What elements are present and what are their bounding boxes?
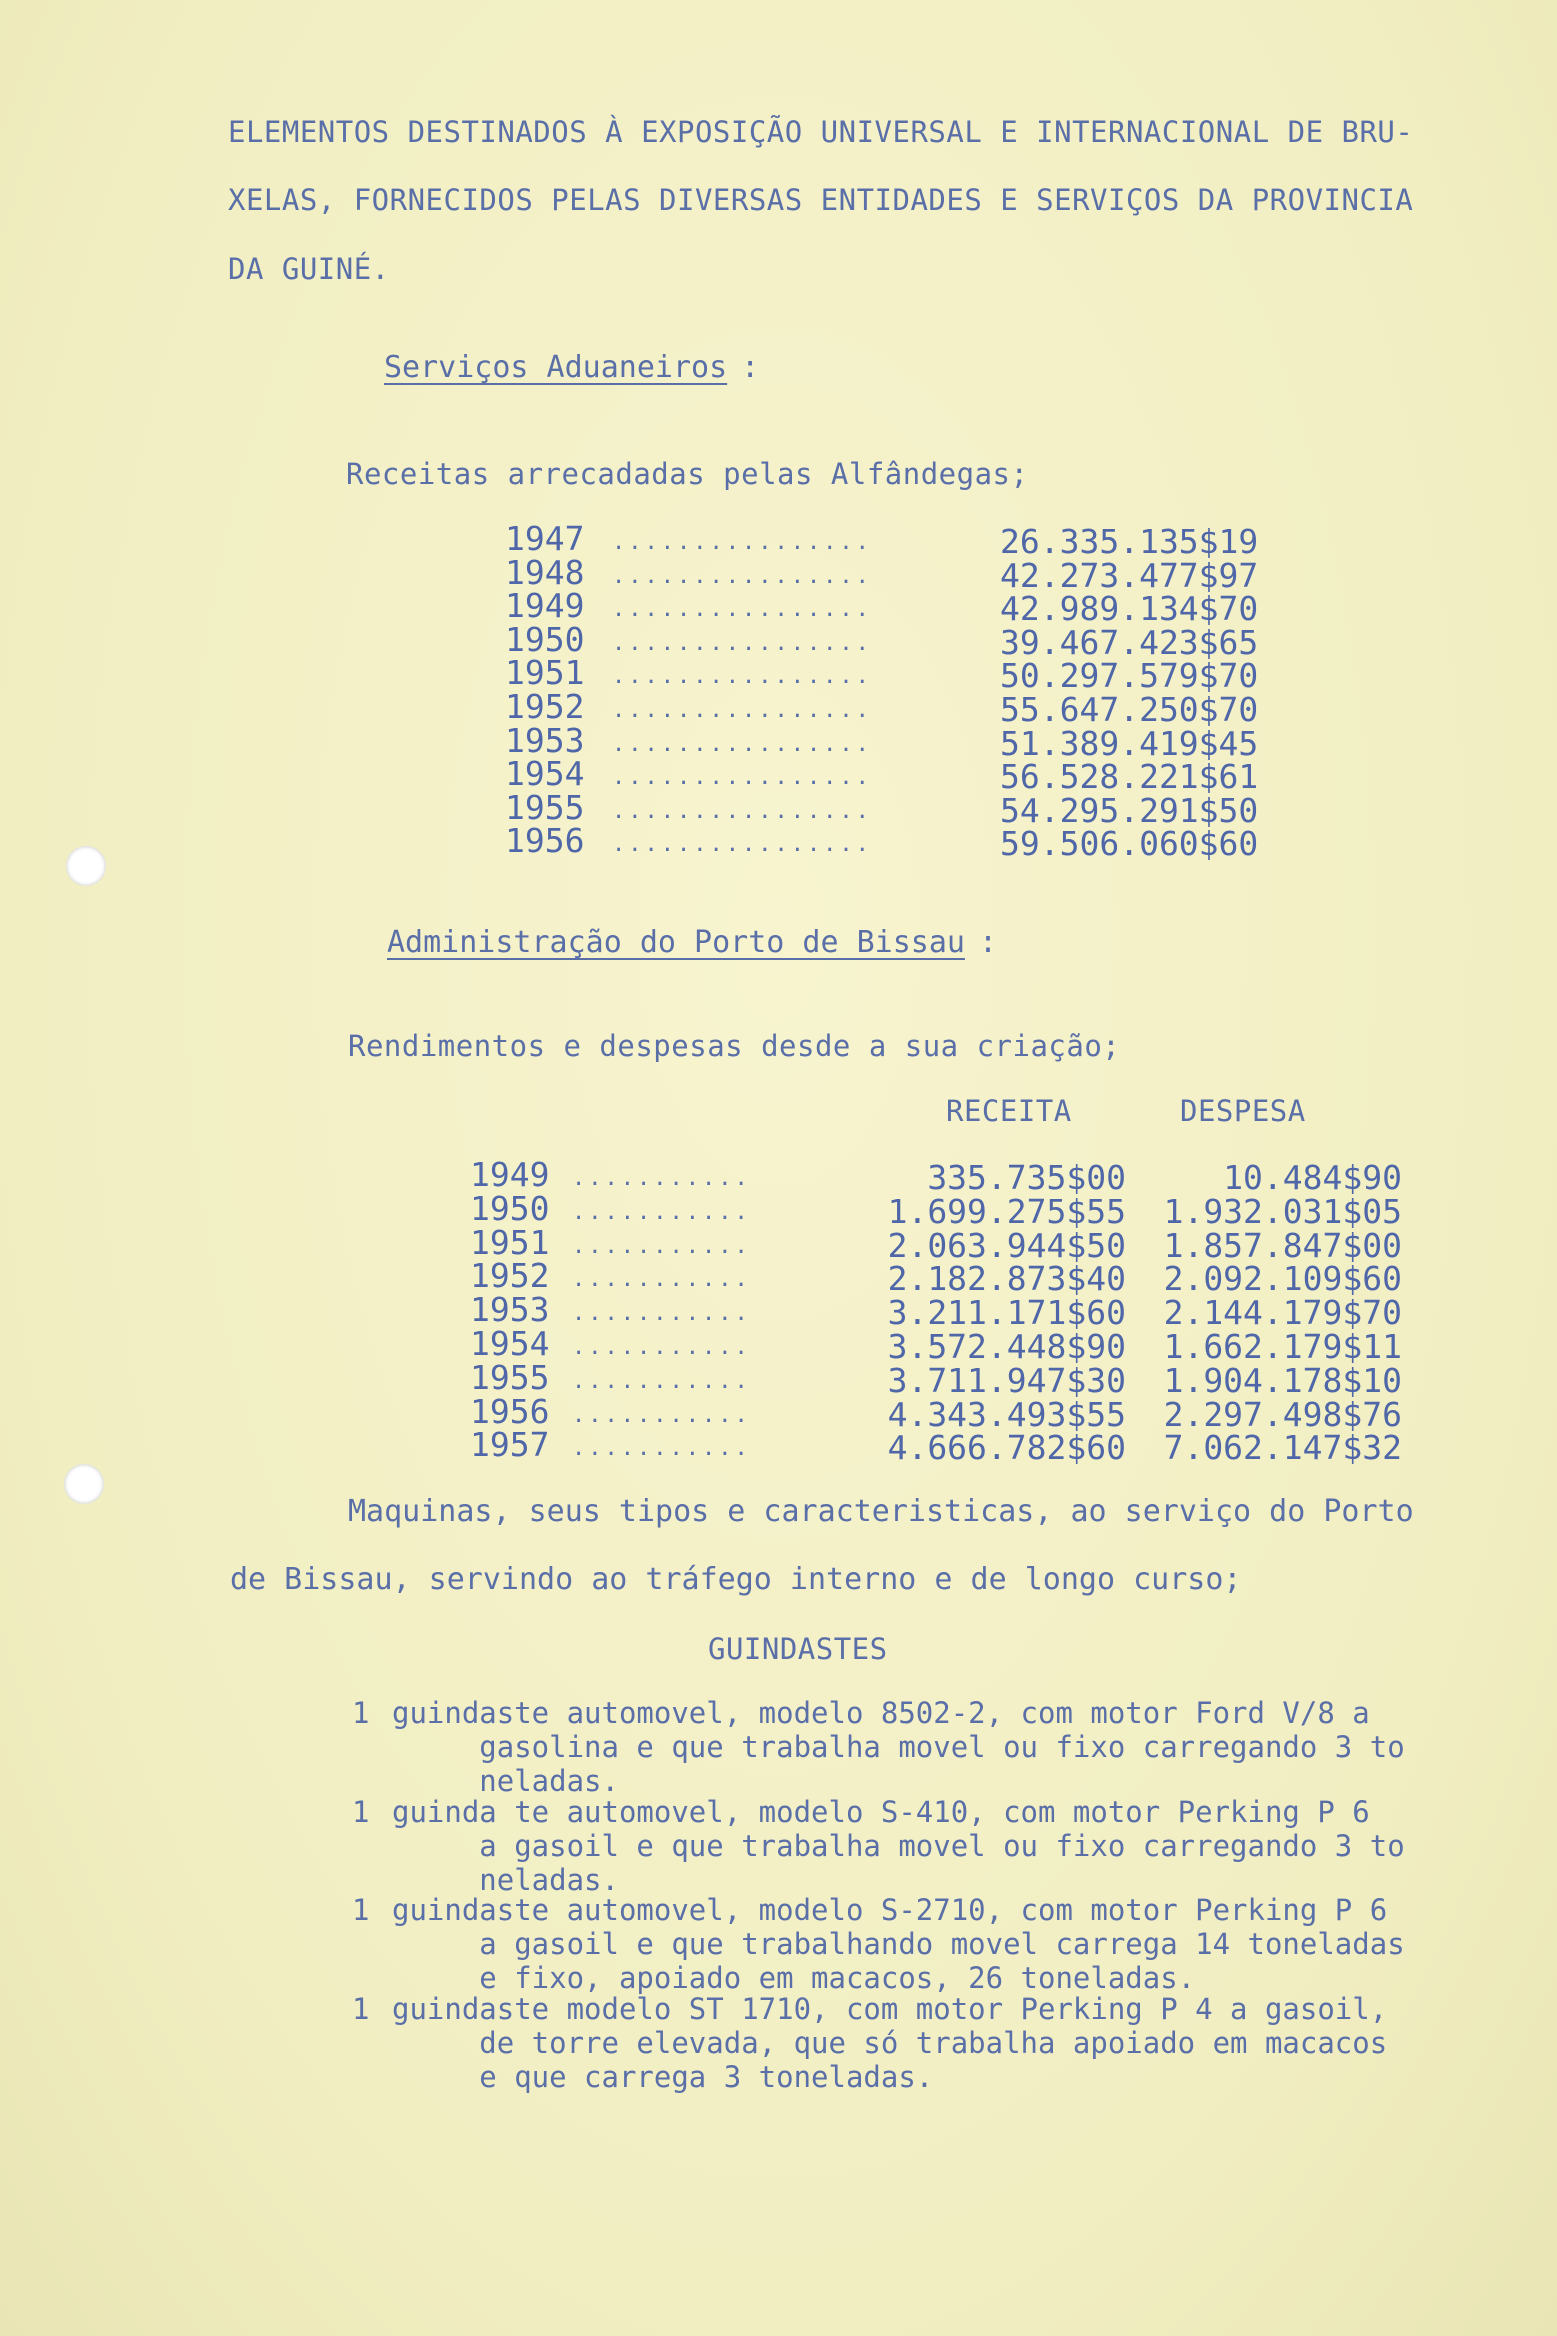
crane-description-line: neladas. (392, 1863, 619, 1897)
crane-description-line: e que carrega 3 toneladas. (392, 2060, 934, 2094)
port-heading-text: Administração do Porto de Bissau (387, 925, 965, 960)
port-year: 1954 (470, 1324, 550, 1363)
customs-leader-dots: ................ (612, 798, 872, 824)
port-leader-dots: ........... (572, 1436, 751, 1462)
customs-year: 1951 (505, 653, 585, 693)
customs-leader-dots: ................ (612, 630, 872, 656)
port-leader-dots: ........... (572, 1199, 751, 1225)
crane-description-line: gasolina e que trabalha movel ou fixo carregando 3 to (392, 1730, 1405, 1764)
customs-leader-dots: ................ (612, 530, 872, 555)
port-despesa-value: 1.857.847$00 (1163, 1225, 1402, 1265)
crane-description-line: a gasoil e que trabalha movel ou fixo carregando 3 to (392, 1829, 1405, 1863)
customs-leader-dots: ................ (612, 698, 872, 723)
crane-description-line: guindaste modelo ST 1710, com motor Perking P 4 a gasoil, (392, 1992, 1388, 2026)
customs-value: 55.647.250$70 (1000, 690, 1259, 729)
customs-value: 26.335.135$19 (1000, 522, 1259, 561)
customs-leader-dots: ................ (612, 597, 872, 623)
port-year: 1957 (470, 1425, 550, 1465)
port-col-receita: RECEITA (946, 1094, 1072, 1128)
crane-description-line: e fixo, apoiado em macacos, 26 toneladas. (392, 1961, 1196, 1995)
port-receita-value: 2.182.873$40 (887, 1259, 1126, 1299)
port-despesa-value: 1.904.178$10 (1163, 1360, 1402, 1400)
customs-year: 1955 (505, 787, 585, 827)
customs-year: 1949 (505, 586, 585, 626)
customs-year: 1954 (505, 754, 585, 794)
customs-value: 51.389.419$45 (1000, 723, 1259, 763)
crane-quantity: 1 (352, 1696, 370, 1730)
port-leader-dots: ........... (572, 1335, 751, 1360)
customs-year: 1948 (505, 552, 585, 592)
customs-heading-text: Serviços Aduaneiros (384, 350, 728, 385)
port-leader-dots: ........... (572, 1166, 751, 1191)
customs-value: 42.273.477$97 (1000, 555, 1259, 595)
port-leader-dots: ........... (572, 1368, 751, 1394)
port-year: 1949 (470, 1155, 550, 1194)
customs-year: 1947 (505, 519, 585, 558)
customs-value: 50.297.579$70 (1000, 656, 1259, 696)
port-receita-value: 4.343.493$55 (887, 1394, 1126, 1434)
header-line-1: ELEMENTOS DESTINADOS À EXPOSIÇÃO UNIVERSAL E INTERNACIONAL DE BRU- (228, 115, 1414, 149)
port-receita-value: 3.211.171$60 (887, 1293, 1126, 1333)
port-leader-dots: ........... (572, 1233, 751, 1259)
customs-leader-dots: ................ (612, 731, 872, 757)
port-year: 1951 (470, 1222, 550, 1262)
port-leader-dots: ........... (572, 1301, 751, 1327)
machines-intro-line-2: de Bissau, servindo ao tráfego interno e de longo curso; (230, 1562, 1242, 1597)
port-receita-value: 335.735$00 (927, 1158, 1126, 1197)
crane-description-line: de torre elevada, que só trabalha apoiado em macacos (392, 2026, 1388, 2060)
port-leader-dots: ........... (572, 1267, 751, 1293)
port-receita-value: 2.063.944$50 (887, 1225, 1126, 1265)
customs-leader-dots: ................ (612, 563, 872, 589)
port-despesa-value: 1.662.179$11 (1163, 1327, 1402, 1366)
punch-hole-bottom (64, 1464, 104, 1504)
port-despesa-value: 2.297.498$76 (1163, 1394, 1402, 1434)
crane-quantity: 1 (352, 1992, 370, 2026)
port-subtitle: Rendimentos e despesas desde a sua criação; (348, 1029, 1121, 1063)
punch-hole-top (66, 846, 106, 886)
port-despesa-value: 10.484$90 (1223, 1158, 1402, 1197)
port-despesa-value: 7.062.147$32 (1163, 1428, 1402, 1468)
header-line-3: DA GUINÉ. (228, 252, 390, 286)
port-year: 1950 (470, 1188, 550, 1228)
port-leader-dots: ........... (572, 1402, 751, 1428)
port-despesa-value: 2.092.109$60 (1163, 1259, 1402, 1299)
port-year: 1956 (470, 1391, 550, 1431)
port-despesa-value: 1.932.031$05 (1163, 1191, 1402, 1231)
customs-year: 1953 (505, 720, 585, 760)
customs-leader-dots: ................ (612, 832, 872, 858)
crane-description-line: a gasoil e que trabalhando movel carrega 14 toneladas (392, 1927, 1405, 1961)
crane-description-line: guinda te automovel, modelo S-410, com motor Perking P 6 (392, 1795, 1370, 1829)
customs-subtitle: Receitas arrecadadas pelas Alfândegas; (346, 457, 1029, 491)
port-receita-value: 3.572.448$90 (887, 1327, 1126, 1366)
customs-value: 39.467.423$65 (1000, 622, 1259, 662)
crane-description-line: guindaste automovel, modelo 8502-2, com motor Ford V/8 a (392, 1696, 1370, 1730)
port-year: 1953 (470, 1290, 550, 1330)
port-receita-value: 4.666.782$60 (887, 1428, 1126, 1468)
customs-heading (384, 350, 759, 385)
customs-year: 1956 (505, 821, 585, 861)
port-heading-colon: : (978, 925, 998, 960)
customs-value: 42.989.134$70 (1000, 589, 1259, 629)
customs-value: 54.295.291$50 (1000, 790, 1259, 830)
cranes-section-title: GUINDASTES (708, 1632, 888, 1666)
customs-heading-colon: : (741, 350, 760, 385)
port-col-despesa: DESPESA (1180, 1094, 1306, 1128)
port-receita-value: 1.699.275$55 (887, 1191, 1126, 1231)
customs-value: 59.506.060$60 (1000, 824, 1259, 864)
crane-quantity: 1 (352, 1795, 370, 1829)
port-year: 1952 (470, 1256, 550, 1296)
customs-leader-dots: ................ (612, 664, 872, 690)
customs-year: 1950 (505, 619, 585, 659)
customs-year: 1952 (505, 687, 585, 726)
customs-value: 56.528.221$61 (1000, 757, 1259, 797)
machines-intro-line-1: Maquinas, seus tipos e caracteristicas, ao serviço do Porto (348, 1494, 1414, 1529)
crane-description-line: neladas. (392, 1764, 619, 1798)
port-receita-value: 3.711.947$30 (887, 1360, 1126, 1400)
port-heading (387, 925, 997, 960)
customs-leader-dots: ................ (612, 765, 872, 791)
header-line-2: XELAS, FORNECIDOS PELAS DIVERSAS ENTIDADES E SERVIÇOS DA PROVINCIA (228, 183, 1414, 217)
port-year: 1955 (470, 1357, 550, 1397)
crane-description-line: guindaste automovel, modelo S-2710, com motor Perking P 6 (392, 1893, 1388, 1927)
port-despesa-value: 2.144.179$70 (1163, 1293, 1402, 1333)
crane-quantity: 1 (352, 1893, 370, 1927)
